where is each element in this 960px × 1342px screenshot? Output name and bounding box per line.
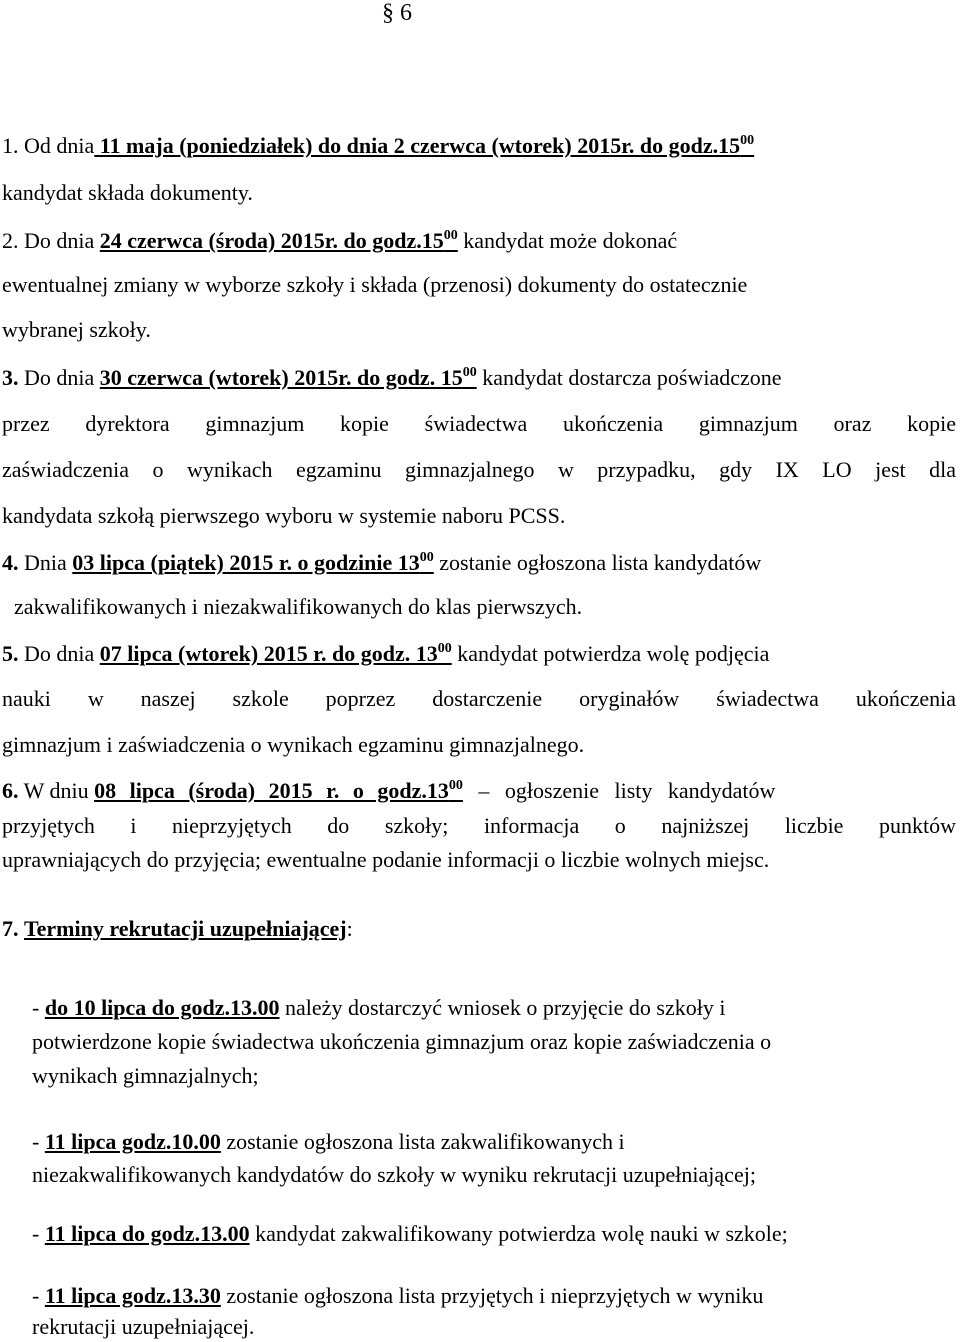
- item-number: 5.: [2, 641, 19, 666]
- item-5-line-3: gimnazjum i zaświadczenia o wynikach egzaminu gimnazjalnego.: [2, 732, 585, 757]
- time-superscript: 00: [740, 133, 755, 148]
- deadline-text: 03 lipca (piątek) 2015 r. o godzinie 13: [72, 550, 420, 575]
- supp-deadline: do 10 lipca do godz.13.00: [44, 995, 280, 1020]
- item-text: Dnia: [18, 550, 73, 575]
- item-1-line-2: kandydat składa dokumenty.: [2, 180, 253, 205]
- item-7-heading: [2, 915, 960, 943]
- item-5-line-2: nauki w naszej szkole poprzez dostarczenie oryginałów świadectwa ukończenia: [2, 686, 956, 711]
- supplementary-heading: Terminy rekrutacji uzupełniającej: [24, 916, 347, 941]
- list-dash: -: [32, 1221, 45, 1246]
- supp-text: zostanie ogłoszona lista zakwalifikowanych i: [220, 1129, 625, 1154]
- item-text: kandydat dostarcza poświadczone: [476, 365, 782, 390]
- item-deadline: [72, 550, 434, 575]
- item-text: Do dnia: [18, 228, 100, 253]
- supp-text: kandydat zakwalifikowany potwierdza wolę nauki w szkole;: [249, 1221, 788, 1246]
- supp-item-3-line-1: [32, 1220, 960, 1248]
- item-2-line-3: wybranej szkoły.: [2, 317, 151, 342]
- heading-colon: :: [346, 916, 353, 941]
- item-text: kandydat potwierdza wolę podjęcia: [451, 641, 770, 666]
- item-3-line-4: kandydata szkołą pierwszego wyboru w systemie naboru PCSS.: [2, 503, 566, 528]
- supp-deadline: 11 lipca do godz.13.00: [44, 1221, 250, 1246]
- item-text: Od dnia: [18, 133, 95, 158]
- item-6-line-3: uprawniających do przyjęcia; ewentualne podanie informacji o liczbie wolnych miejsc.: [2, 847, 770, 872]
- item-deadline: [94, 778, 463, 803]
- item-3-line-3: zaświadczenia o wynikach egzaminu gimnazjalnego w przypadku, gdy IX LO jest dla: [2, 457, 956, 482]
- time-superscript: 00: [419, 550, 434, 565]
- item-number: 1.: [2, 133, 19, 158]
- item-text: – ogłoszenie listy kandydatów: [462, 778, 776, 803]
- item-number: 7.: [2, 916, 19, 941]
- item-2-line-2: ewentualnej zmiany w wyborze szkoły i składa (przenosi) dokumenty do ostatecznie: [2, 272, 748, 297]
- item-text: W dniu: [18, 778, 95, 803]
- supp-item-4-line-1: [32, 1282, 960, 1310]
- item-number: 3.: [2, 365, 19, 390]
- item-2-line-1: [2, 227, 960, 255]
- item-deadline: [94, 133, 754, 158]
- item-text: zostanie ogłoszona lista kandydatów: [433, 550, 762, 575]
- supp-item-4-line-2: rekrutacji uzupełniającej.: [32, 1314, 255, 1339]
- supp-item-2-line-1: [32, 1128, 960, 1156]
- list-dash: -: [32, 1129, 45, 1154]
- deadline-text: 08 lipca (środa) 2015 r. o godz.13: [94, 778, 449, 803]
- item-1-line-1: [2, 132, 960, 160]
- item-number: 2.: [2, 228, 19, 253]
- list-dash: -: [32, 1283, 45, 1308]
- time-superscript: 00: [448, 778, 463, 793]
- item-6-line-2: przyjętych i nieprzyjętych do szkoły; informacja o najniższej liczbie punktów: [2, 813, 956, 838]
- item-3-line-1: [2, 364, 960, 392]
- time-superscript: 00: [462, 365, 477, 380]
- deadline-text: 30 czerwca (wtorek) 2015r. do godz. 15: [99, 365, 463, 390]
- section-sign: §: [382, 0, 394, 26]
- item-4-line-1: [2, 549, 960, 577]
- section-header: [382, 0, 412, 26]
- item-text: Do dnia: [18, 365, 100, 390]
- supp-item-1-line-3: wynikach gimnazjalnych;: [32, 1063, 259, 1088]
- item-3-line-2: przez dyrektora gimnazjum kopie świadectwa ukończenia gimnazjum oraz kopie: [2, 411, 956, 436]
- item-deadline: [100, 228, 458, 253]
- time-superscript: 00: [437, 641, 452, 656]
- deadline-text: 24 czerwca (środa) 2015r. do godz.15: [99, 228, 444, 253]
- item-number: 4.: [2, 550, 19, 575]
- item-deadline: [100, 641, 452, 666]
- item-5-line-1: [2, 640, 960, 668]
- section-number: 6: [400, 0, 412, 26]
- item-text: kandydat może dokonać: [457, 228, 678, 253]
- item-6-line-1: [2, 777, 960, 805]
- deadline-text: 07 lipca (wtorek) 2015 r. do godz. 13: [99, 641, 438, 666]
- list-dash: -: [32, 995, 45, 1020]
- item-4-line-2: zakwalifikowanych i niezakwalifikowanych do klas pierwszych.: [14, 594, 583, 619]
- item-text: Do dnia: [18, 641, 100, 666]
- supp-text: należy dostarczyć wniosek o przyjęcie do szkoły i: [279, 995, 726, 1020]
- time-superscript: 00: [443, 228, 458, 243]
- supp-deadline: 11 lipca godz.13.30: [44, 1283, 221, 1308]
- item-deadline: [100, 365, 477, 390]
- supp-item-1-line-1: [32, 994, 960, 1022]
- supp-item-2-line-2: niezakwalifikowanych kandydatów do szkoły w wyniku rekrutacji uzupełniającej;: [32, 1162, 756, 1187]
- item-number: 6.: [2, 778, 19, 803]
- supp-text: zostanie ogłoszona lista przyjętych i nieprzyjętych w wyniku: [220, 1283, 764, 1308]
- supp-item-1-line-2: potwierdzone kopie świadectwa ukończenia gimnazjum oraz kopie zaświadczenia o: [32, 1029, 772, 1054]
- deadline-text: 11 maja (poniedziałek) do dnia 2 czerwca (wtorek) 2015r. do godz.15: [94, 133, 741, 158]
- supp-deadline: 11 lipca godz.10.00: [44, 1129, 221, 1154]
